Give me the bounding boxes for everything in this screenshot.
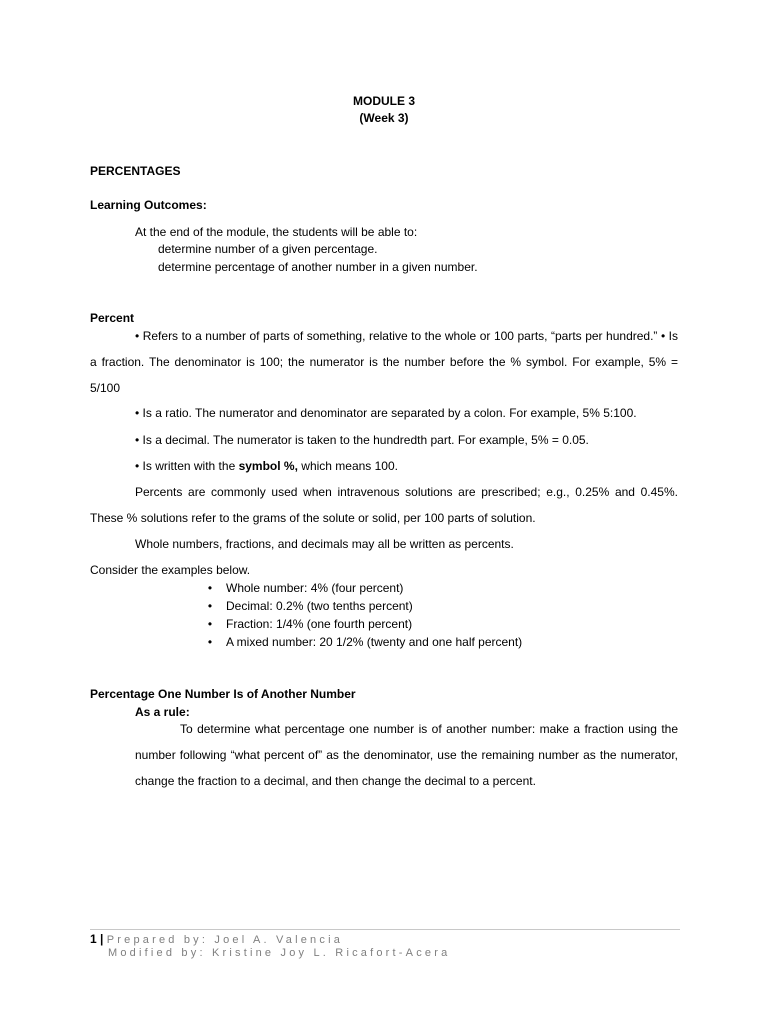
examples-intro: Consider the examples below. [90, 563, 251, 577]
learning-outcome-item: determine percentage of another number in a given number. [158, 260, 478, 274]
percent-definition-paragraph: • Refers to a number of parts of something, relative to the whole or 100 parts, “parts per hundred.” • Is a fraction. The denominator is 100; the numerator is the number before the % symbol. For example, 5% = 5/100 [90, 329, 678, 395]
footer-separator: | [100, 932, 104, 946]
bullet-icon: • [207, 617, 213, 631]
learning-outcomes-heading: Learning Outcomes: [90, 198, 207, 212]
percentage-heading: Percentage One Number Is of Another Number [90, 687, 356, 701]
bullet-icon: • [207, 635, 213, 649]
modified-by: Modified by: Kristine Joy L. Ricafort-Acera [108, 947, 451, 959]
bullet-icon: • [207, 581, 213, 595]
whole-numbers-line: Whole numbers, fractions, and decimals may all be written as percents. [135, 537, 514, 551]
week-label: (Week 3) [359, 111, 409, 125]
module-title: MODULE 3 [352, 94, 415, 108]
rule-paragraph: To determine what percentage one number is of another number: make a fraction using the number following “what percent of” as the denominator, use the remaining number as the numerator, change the fraction to a decimal, and then change the decimal to a percent. [135, 722, 678, 788]
footer-divider [90, 929, 680, 930]
topic-heading: PERCENTAGES [90, 164, 181, 178]
example-item: A mixed number: 20 1/2% (twenty and one half percent) [226, 635, 523, 649]
example-item: Whole number: 4% (four percent) [226, 581, 404, 595]
learning-outcomes-intro: At the end of the module, the students will be able to: [135, 225, 418, 239]
prepared-by: Prepared by: Joel A. Valencia [106, 934, 344, 946]
rule-label: As a rule: [135, 705, 190, 719]
percent-ratio-line: • Is a ratio. The numerator and denominator are separated by a colon. For example, 5% 5:100. [135, 406, 637, 420]
page-number: 1 [90, 932, 97, 946]
example-item: Decimal: 0.2% (two tenths percent) [226, 599, 413, 613]
percent-symbol-line [135, 459, 398, 473]
example-item: Fraction: 1/4% (one fourth percent) [226, 617, 413, 631]
bullet-icon: • [207, 599, 213, 613]
percent-symbol-suffix: which means 100. [297, 459, 398, 473]
iv-solutions-paragraph: Percents are commonly used when intravenous solutions are prescribed; e.g., 0.25% and 0.45%. These % solutions refer to the grams of the solute or solid, per 100 parts of solution. [90, 485, 678, 525]
learning-outcome-item: determine number of a given percentage. [158, 242, 378, 256]
percent-symbol-bold: symbol %, [238, 459, 298, 473]
footer-prepared [90, 932, 343, 946]
percent-decimal-line: • Is a decimal. The numerator is taken to the hundredth part. For example, 5% = 0.05. [135, 433, 589, 447]
percent-heading: Percent [90, 311, 135, 325]
percent-symbol-prefix: • Is written with the [135, 459, 239, 473]
